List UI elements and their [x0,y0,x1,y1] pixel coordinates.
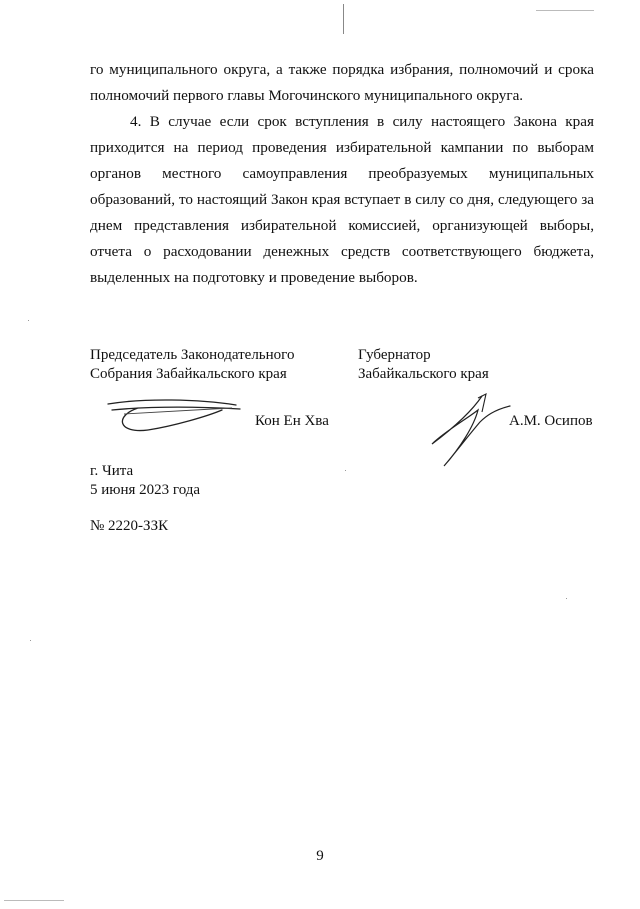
paragraph-4: 4. В случае если срок вступления в силу настоящего Закона края приходится на период проведения избирательной кампании по выборам органов местного самоуправления преобразуемых муниципальных образований, то настоящий Закон края вступает в силу со дня, следующего за днем представления избирательной комиссией, организующей выборы, отчета о расходовании денежных средств соответствующего бюджета, выделенных на подготовку и проведение выборов. [90,113,594,286]
scan-edge-mark [4,900,64,901]
left-signer-name: Кон Ен Хва [255,413,329,429]
place-and-date [90,462,200,500]
signature-block-left [90,346,294,384]
left-signer-title-line1: Председатель Законодательного [90,347,295,363]
scan-speck [345,470,346,471]
paragraph-continuation: го муниципального округа, а также порядка избрания, полномочий и срока полномочий первого главы Могочинского муниципального округа. [90,61,594,104]
scan-speck [28,320,29,321]
scan-line-mark [343,4,344,34]
right-handwritten-signature [420,392,520,472]
right-signer-name: А.М. Осипов [509,413,593,429]
law-number: № 2220-ЗЗК [90,518,169,534]
date: 5 июня 2023 года [90,482,201,498]
right-signer-title-line1: Губернатор [358,347,431,363]
scan-speck [566,598,567,599]
law-body-text [90,57,594,291]
signature-block-right [358,346,489,384]
city: г. Чита [90,463,134,479]
left-signer-title-line2: Собрания Забайкальского края [90,366,287,382]
left-handwritten-signature [104,396,244,440]
right-signer-title-line2: Забайкальского края [358,366,489,382]
page-number: 9 [316,848,324,864]
scan-speck [30,640,31,641]
scan-corner-mark [536,10,594,11]
